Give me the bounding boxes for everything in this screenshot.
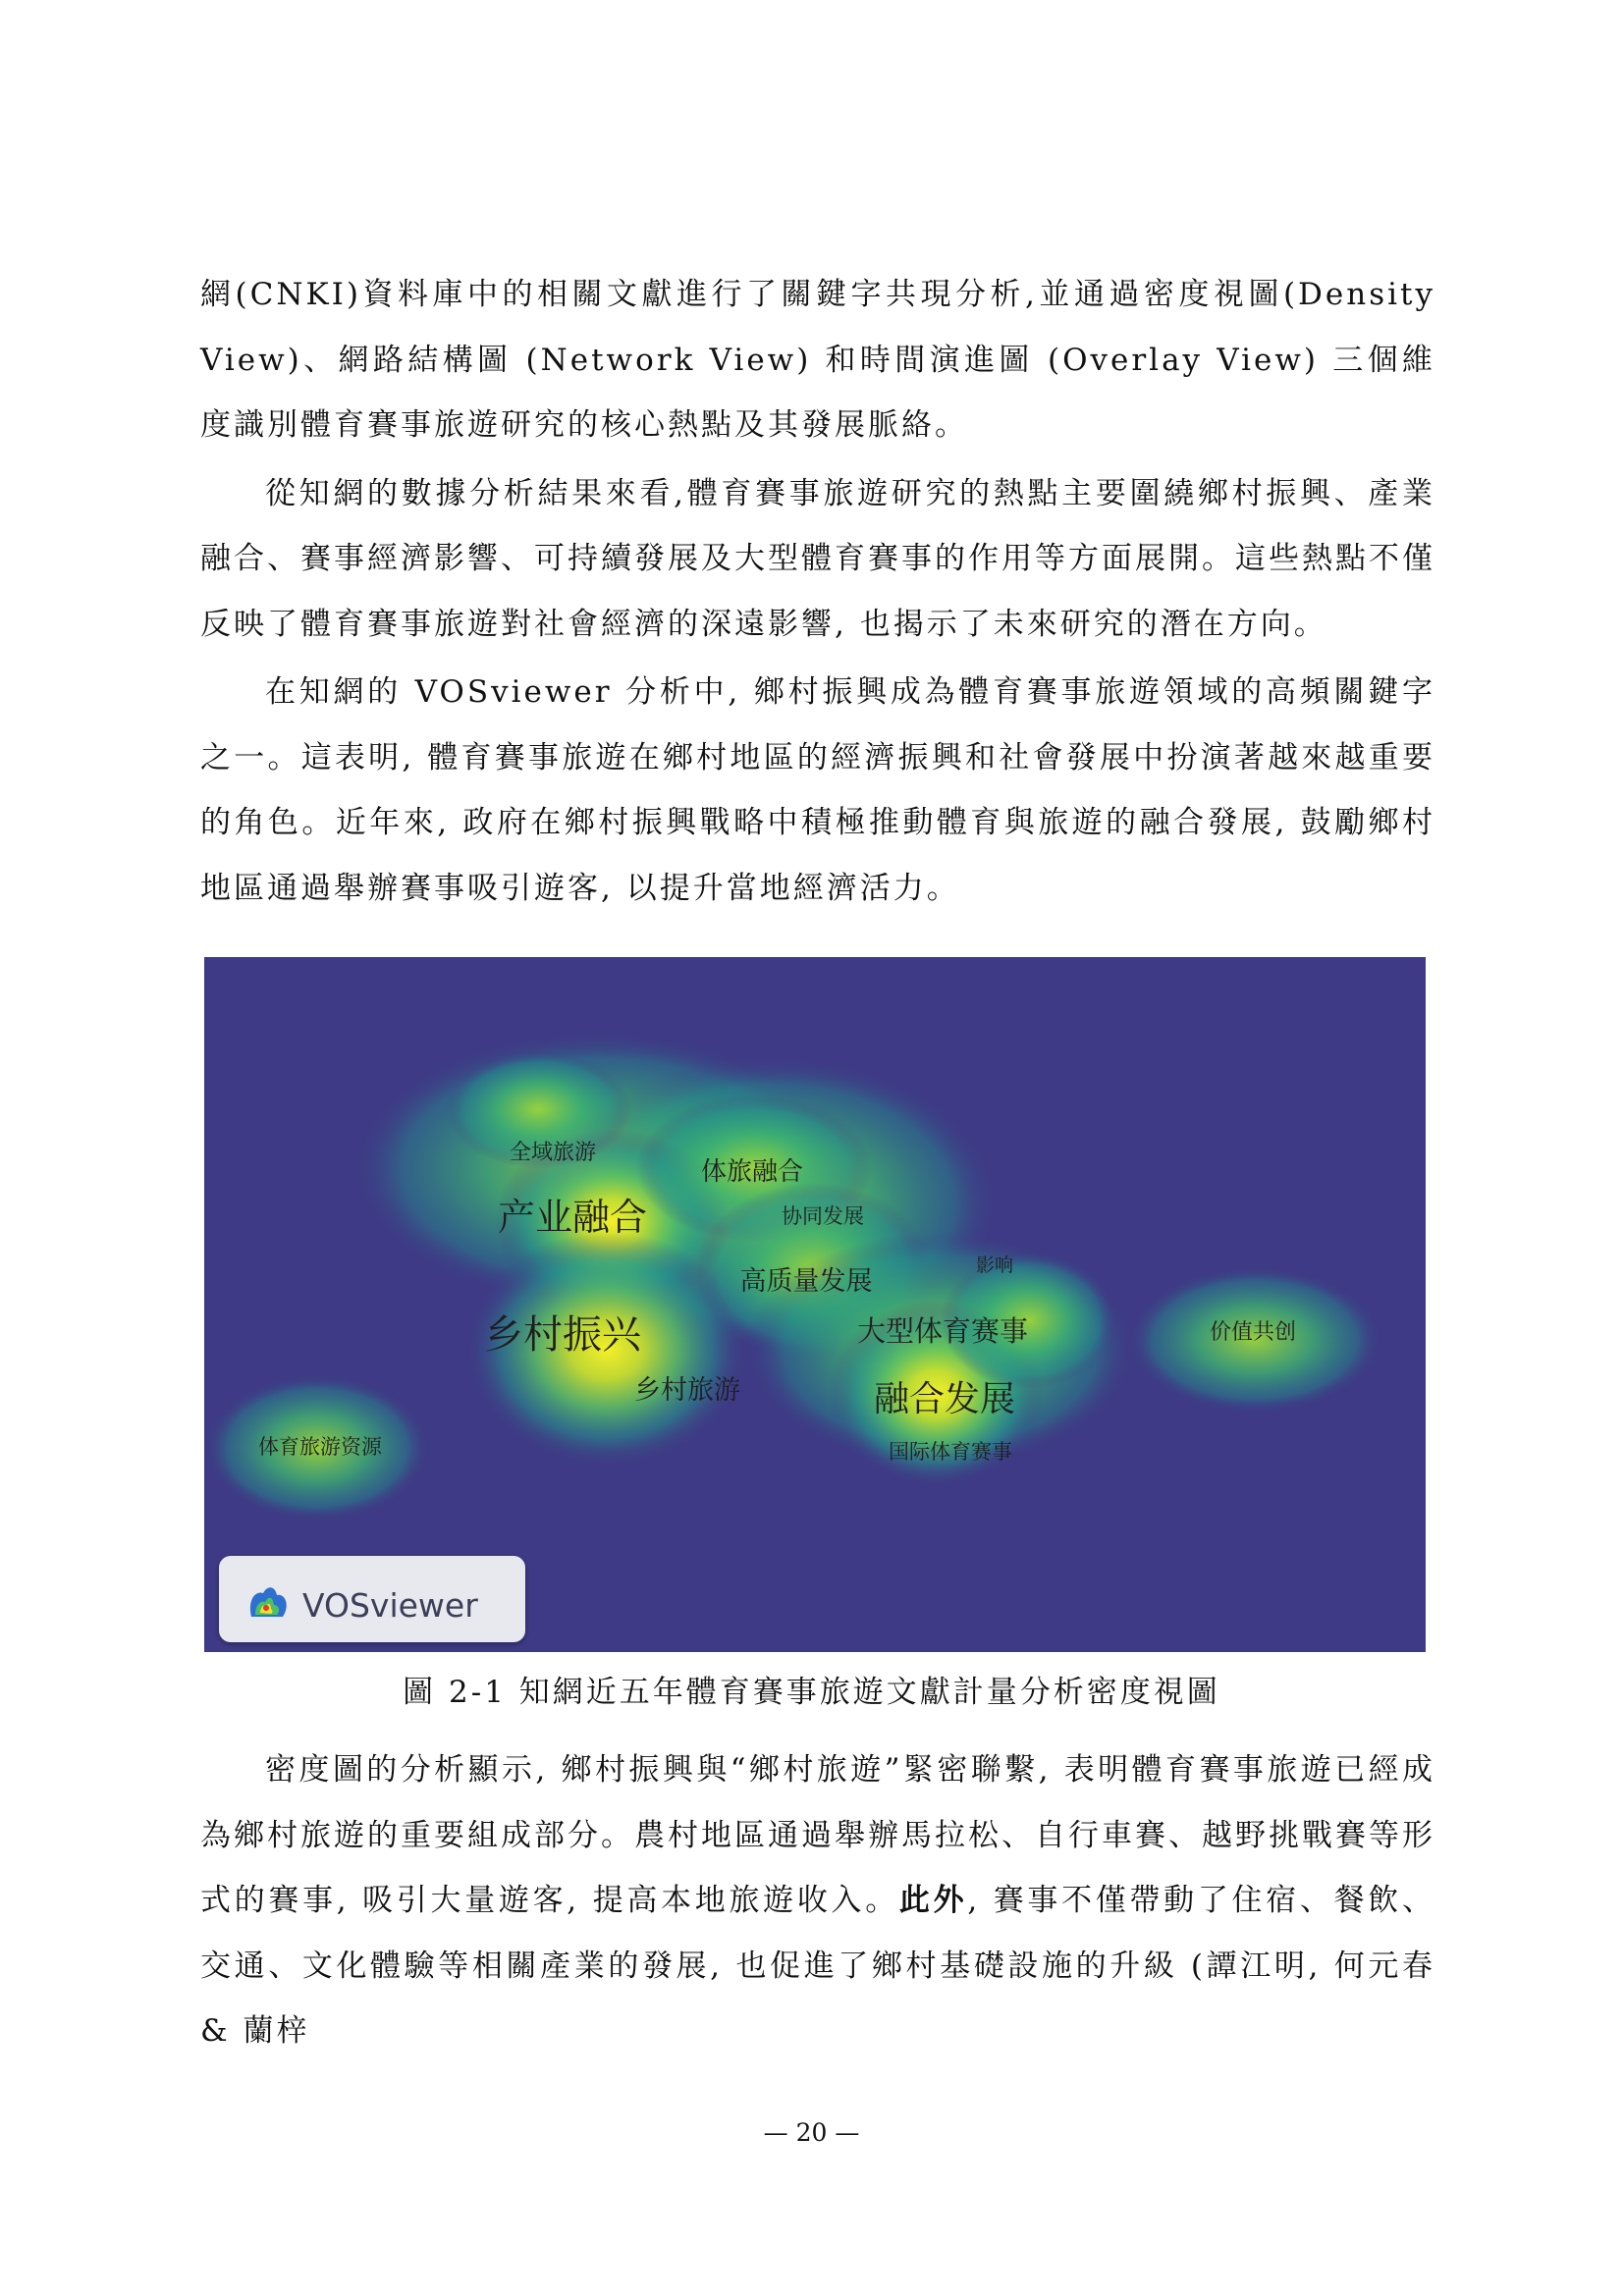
keyword-label: 价值共创 [1209, 1320, 1297, 1345]
keyword-label: 乡村旅游 [634, 1375, 740, 1406]
keyword-label: 国际体育赛事 [889, 1440, 1012, 1464]
keyword-label: 高质量发展 [739, 1266, 873, 1297]
keyword-label: 大型体育赛事 [856, 1314, 1029, 1348]
paragraph-3: 在知網的 VOSviewer 分析中, 鄉村振興成為體育賽事旅遊領域的高頻關鍵字之一。這表明, 體育賽事旅遊在鄉村地區的經濟振興和社會發展中扮演著越來越重要的角色。近年來, 政府在鄉村振興戰略中積極推動體育與旅遊的融合發展, 鼓勵鄉村地區通過舉辦賽事吸引遊客, 以提升當地經濟活力。 [200, 674, 1435, 906]
density-map [204, 957, 1426, 1652]
page-number: — 20 — [763, 2118, 860, 2147]
paragraph-4-bold: 此外 [898, 1883, 968, 1918]
paragraph-4-part-1: 密度圖的分析顯示, 鄉村振興與“鄉村旅遊”緊密聯繫, 表明體育賽事旅遊已經成為鄉村旅遊的重要組成部分。農村地區通過舉辦馬拉松、自行車賽、越野挑戰賽等形式的賽事, 吸引大量遊客, 提高本地旅遊收入。 [200, 1752, 1435, 1918]
keyword-label: 全域旅游 [509, 1141, 597, 1165]
body-text-bottom [200, 1737, 1435, 2064]
keyword-label: 体旅融合 [700, 1157, 804, 1187]
keyword-label: 产业融合 [497, 1196, 648, 1239]
keyword-label: 乡村振兴 [484, 1312, 641, 1358]
body-text-top [200, 262, 1435, 921]
paragraph-4-part-2: , 賽事不僅帶動了住宿、餐飲、交通、文化體驗等相關產業的發展, 也促進了鄉村基礎設施的升級 (譚江明, 何元春 & 蘭梓 [200, 1883, 1435, 2049]
vosviewer-logo [219, 1556, 525, 1642]
paragraph-2: 從知網的數據分析結果來看,體育賽事旅遊研究的熱點主要圍繞鄉村振興、產業融合、賽事經濟影響、可持續發展及大型體育賽事的作用等方面展開。這些熱點不僅反映了體育賽事旅遊對社會經濟的深遠影響, 也揭示了未來研究的潛在方向。 [200, 475, 1435, 642]
keyword-label: 影响 [975, 1255, 1014, 1276]
paragraph-1: 網(CNKI)資料庫中的相關文獻進行了關鍵字共現分析,並通過密度視圖(Density View)、網路結構圖 (Network View) 和時間演進圖 (Overlay View) 三個維度識別體育賽事旅遊研究的核心熱點及其發展脈絡。 [200, 277, 1435, 443]
paragraph-4 [200, 1737, 1435, 2064]
figure-caption: 圖 2-1 知網近五年體育賽事旅遊文獻計量分析密度視圖 [403, 1675, 1220, 1710]
keyword-label: 协同发展 [782, 1204, 864, 1228]
logo-text: VOSviewer [302, 1586, 478, 1625]
keyword-label: 融合发展 [873, 1379, 1016, 1419]
density-view-figure [204, 957, 1426, 1652]
keyword-label: 体育旅游资源 [258, 1435, 382, 1459]
